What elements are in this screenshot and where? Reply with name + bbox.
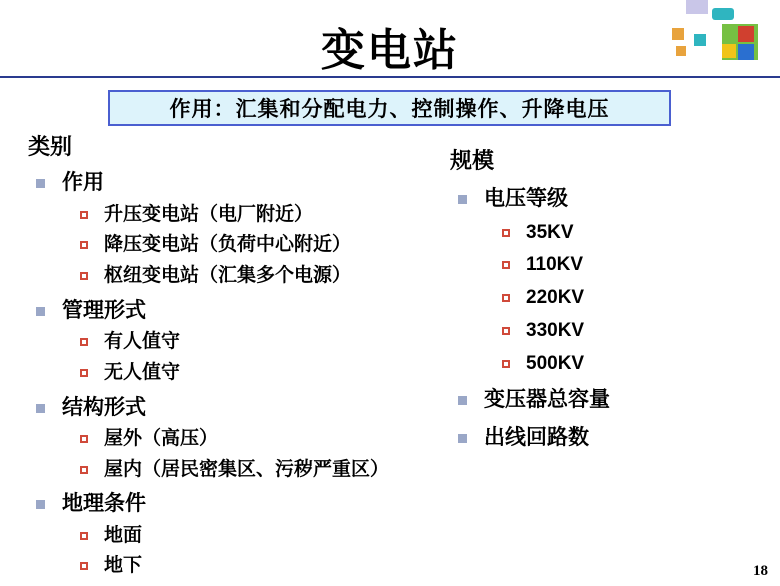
list-item-level2 [28,264,448,288]
list-item-label: 有人值守 [104,331,181,353]
deco-lavender-square [686,0,708,14]
hollow-square-bullet-icon [80,532,88,540]
right-column [450,148,770,450]
left-column [28,134,448,578]
square-bullet-icon [36,404,45,413]
hollow-square-bullet-icon [80,435,88,443]
list-item-label: 降压变电站（负荷中心附近） [104,234,352,256]
hollow-square-bullet-icon [502,360,510,368]
list-item-label: 220KV [526,287,585,309]
list-item-level2 [450,352,770,376]
list-item-label: 升压变电站（电厂附近） [104,203,314,225]
list-item-label: 35KV [526,221,574,243]
square-bullet-icon [458,195,467,204]
list-item-label: 屋内（居民密集区、污秽严重区） [104,458,390,480]
list-item-label: 地理条件 [62,491,146,516]
list-item-label: 屋外（高压） [104,427,219,449]
hollow-square-bullet-icon [502,327,510,335]
square-bullet-icon [458,396,467,405]
list-item-label: 500KV [526,352,585,374]
right-column-heading: 规模 [450,148,495,173]
list-item-level2 [28,554,448,578]
hollow-square-bullet-icon [80,369,88,377]
list-item-level1 [28,394,448,420]
list-item-level2 [28,233,448,257]
list-item-level2 [450,286,770,310]
list-item-level1 [28,169,448,195]
list-item-level2 [28,203,448,227]
hollow-square-bullet-icon [80,272,88,280]
title-divider [0,76,780,78]
list-item-level2 [28,330,448,354]
list-item-level2 [28,524,448,548]
list-item-level1 [28,297,448,323]
square-bullet-icon [458,434,467,443]
hollow-square-bullet-icon [80,338,88,346]
list-item-level2 [450,319,770,343]
hollow-square-bullet-icon [80,466,88,474]
list-item-label: 无人值守 [104,361,181,383]
hollow-square-bullet-icon [80,211,88,219]
list-item-label: 出线回路数 [484,424,589,449]
left-column-heading: 类别 [28,134,73,159]
hollow-square-bullet-icon [502,261,510,269]
square-bullet-icon [36,307,45,316]
list-item-level2 [28,427,448,451]
callout-box [108,90,671,126]
list-item-label: 变压器总容量 [484,387,610,412]
list-item-level1 [450,424,770,450]
hollow-square-bullet-icon [80,241,88,249]
hollow-square-bullet-icon [80,562,88,570]
list-item-level1 [450,185,770,211]
hollow-square-bullet-icon [502,294,510,302]
list-item-level2 [28,361,448,385]
list-item-level2 [28,458,448,482]
list-item-label: 330KV [526,319,585,341]
page-title: 变电站 [321,26,459,75]
list-item-level2 [450,253,770,277]
list-item-label: 地面 [104,524,143,546]
list-item-level1 [28,490,448,516]
list-item-label: 110KV [526,254,584,276]
hollow-square-bullet-icon [502,229,510,237]
list-item-label: 地下 [104,555,143,577]
list-item-label: 管理形式 [62,297,146,322]
square-bullet-icon [36,500,45,509]
page-number: 18 [753,563,768,579]
list-item-label: 枢纽变电站（汇集多个电源） [104,265,352,287]
list-item-label: 结构形式 [62,394,146,419]
list-item-label: 作用 [62,170,104,195]
list-item-level2 [450,221,770,245]
list-item-label: 电压等级 [484,186,568,211]
square-bullet-icon [36,179,45,188]
callout-text: 作用：汇集和分配电力、控制操作、升降电压 [169,97,610,121]
list-item-level1 [450,386,770,412]
